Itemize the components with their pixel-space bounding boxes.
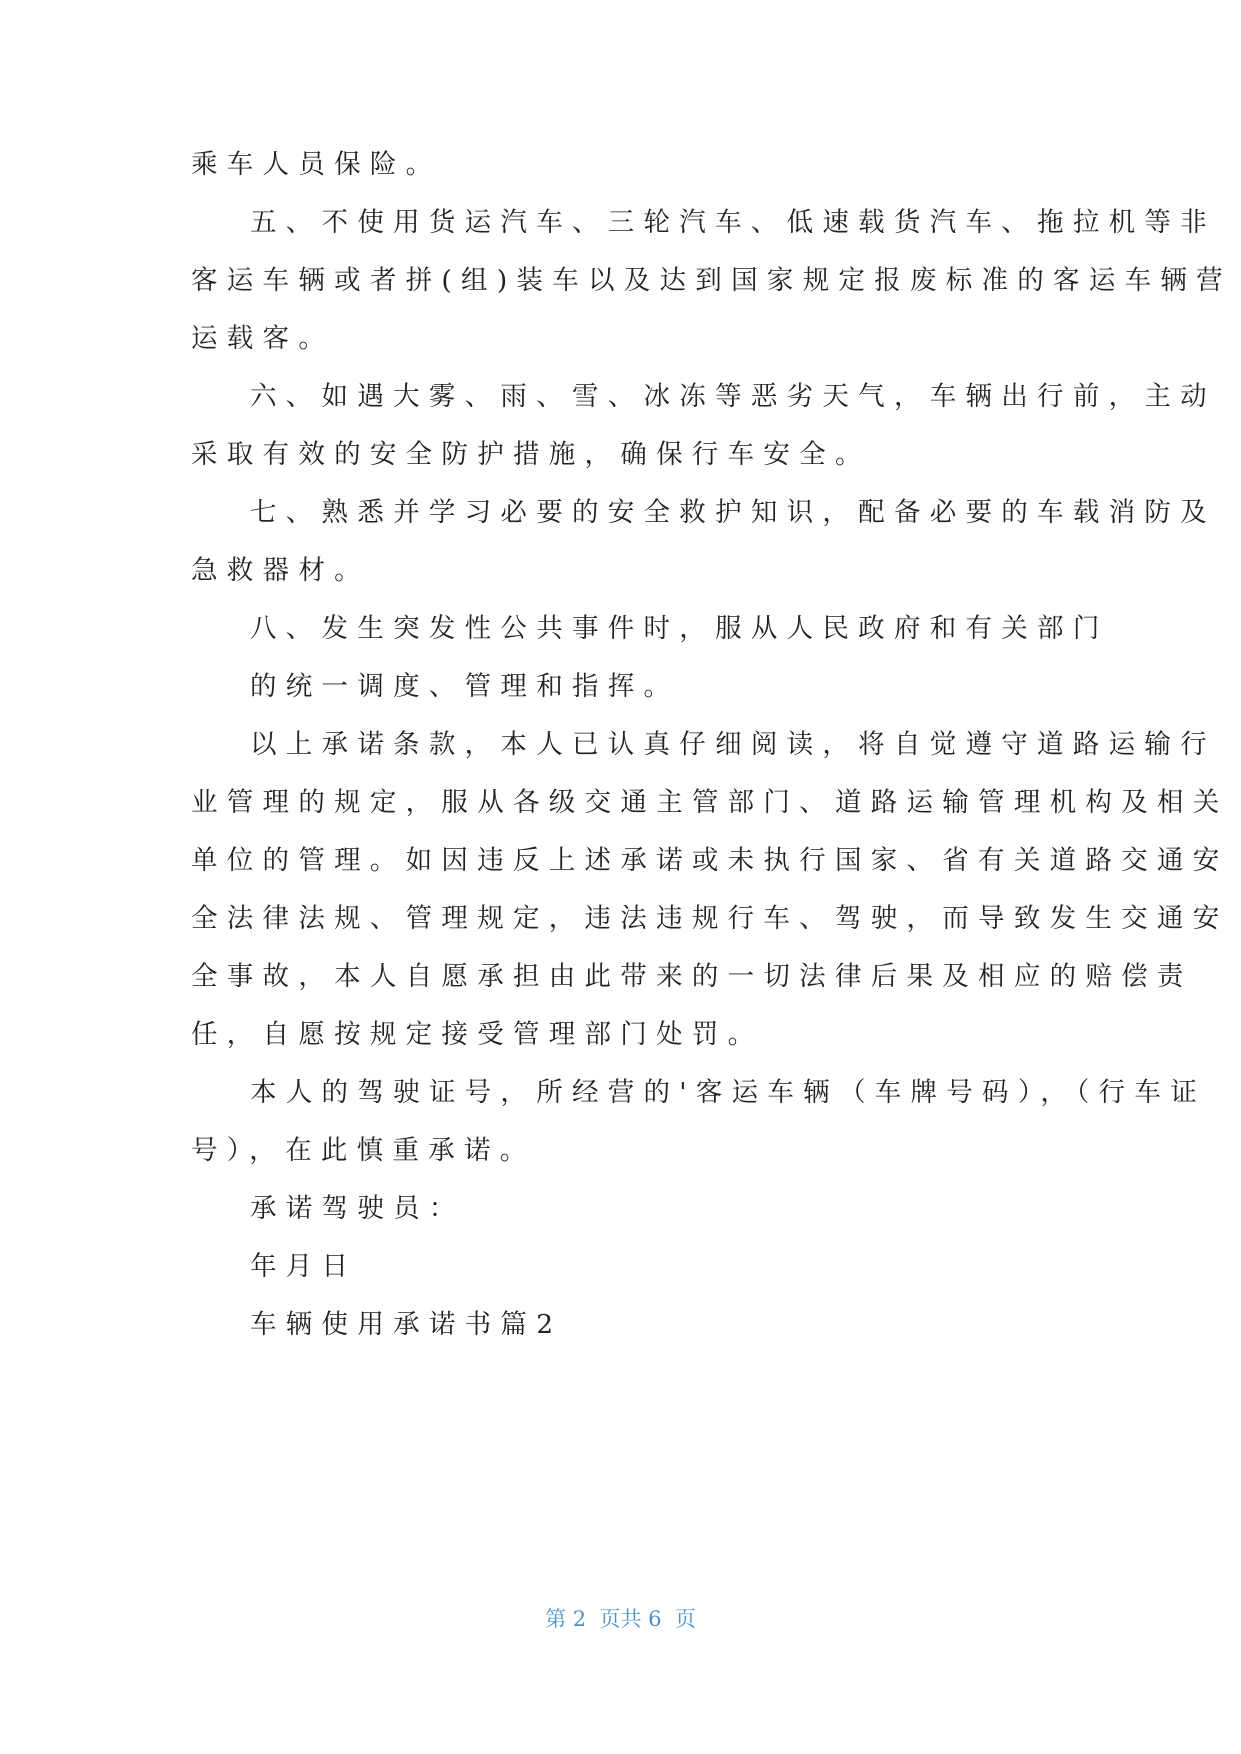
clause-6-line-2: 采取有效的安全防护措施，确保行车安全。 (191, 439, 871, 470)
commitment-paragraph-line-6: 任，自愿按规定接受管理部门处罚。 (191, 1019, 764, 1050)
date-label: 年月日 (250, 1251, 358, 1282)
clause-5-line-2: 客运车辆或者拼(组)装车以及达到国家规定报废标准的客运车辆营 (191, 265, 1232, 296)
clause-5-line-3: 运载客。 (191, 323, 335, 354)
signature-label: 承诺驾驶员： (250, 1193, 465, 1224)
commitment-paragraph-line-1: 以上承诺条款，本人已认真仔细阅读，将自觉遵守道路运输行 (250, 729, 1216, 760)
commitment-paragraph-line-2: 业管理的规定，服从各级交通主管部门、道路运输管理机构及相关 (191, 787, 1229, 818)
clause-5-line-1: 五、不使用货运汽车、三轮汽车、低速载货汽车、拖拉机等非 (250, 207, 1216, 238)
text-line-continuation: 乘车人员保险。 (191, 149, 442, 180)
clause-7-line-1: 七、熟悉并学习必要的安全救护知识，配备必要的车载消防及 (250, 497, 1216, 528)
clause-8-line-2: 的统一调度、管理和指挥。 (250, 671, 680, 702)
license-paragraph-line-2: 号），在此慎重承诺。 (191, 1135, 536, 1166)
clause-7-line-2: 急救器材。 (191, 555, 370, 586)
license-paragraph-line-1: 本人的驾驶证号，所经营的'客运车辆（车牌号码），（行车证 (250, 1077, 1206, 1108)
commitment-paragraph-line-4: 全法律法规、管理规定，违法违规行车、驾驶，而导致发生交通安 (191, 903, 1229, 934)
clause-6-line-1: 六、如遇大雾、雨、雪、冰冻等恶劣天气，车辆出行前，主动 (250, 381, 1216, 412)
commitment-paragraph-line-5: 全事故，本人自愿承担由此带来的一切法律后果及相应的赔偿责 (191, 961, 1193, 992)
page-number-footer: 第 2 页共 6 页 (545, 1607, 696, 1631)
section-heading: 车辆使用承诺书篇2 (250, 1309, 563, 1340)
clause-8-line-1: 八、发生突发性公共事件时，服从人民政府和有关部门 (250, 613, 1109, 644)
commitment-paragraph-line-3: 单位的管理。如因违反上述承诺或未执行国家、省有关道路交通安 (191, 845, 1229, 876)
